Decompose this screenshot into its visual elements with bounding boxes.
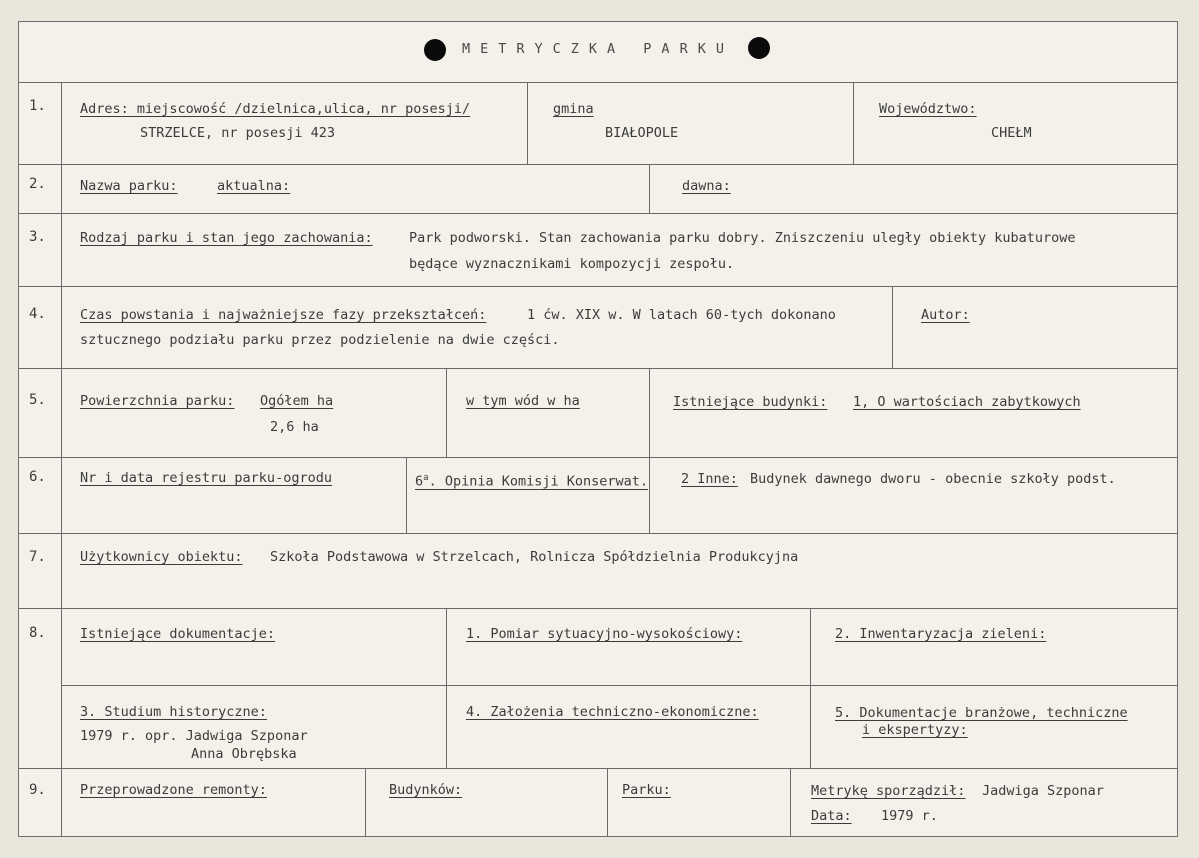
divider	[649, 368, 650, 533]
repairs-park-label: Parku:	[622, 782, 671, 798]
history-value-line1: 1 ćw. XIX w. W latach 60-tych dokonano	[527, 307, 836, 323]
conservation-opinion-label: 6$^a$. Opinia Komisji Konserwat.	[415, 473, 649, 490]
area-total-label: Ogółem ha	[260, 393, 334, 409]
date-value: 1979 r.	[881, 808, 938, 824]
park-type-value-line2: będące wyznacznikami kompozycji zespołu.	[409, 256, 735, 272]
doc-survey-label: 1. Pomiar sytuacyjno-wysokościowy:	[466, 626, 743, 642]
former-name-label: dawna:	[682, 178, 731, 194]
doc-technical-label: 4. Założenia techniczno-ekonomiczne:	[466, 704, 759, 720]
park-type-label: Rodzaj parku i stan jego zachowania:	[80, 230, 373, 246]
divider	[607, 768, 608, 837]
gmina-label: gmina	[553, 101, 594, 117]
register-label: Nr i data rejestru parku-ogrodu	[80, 470, 332, 486]
area-label: Powierzchnia parku:	[80, 393, 235, 409]
voivodeship-value: CHEŁM	[991, 125, 1032, 141]
divider	[446, 608, 447, 768]
doc-history-line1: 1979 r. opr. Jadwiga Szponar	[80, 728, 308, 744]
row-number: 1.	[29, 98, 46, 114]
prepared-by-value: Jadwiga Szponar	[982, 783, 1104, 799]
row-number: 4.	[29, 306, 46, 322]
park-record-card	[18, 21, 1178, 837]
other-value: Budynek dawnego dworu - obecnie szkoły podst.	[750, 471, 1116, 487]
row-number: 6.	[29, 469, 46, 485]
address-label: Adres: miejscowość /dzielnica,ulica, nr posesji/	[80, 101, 471, 117]
divider	[853, 82, 854, 164]
water-area-label: w tym wód w ha	[466, 393, 580, 409]
row-number: 2.	[29, 176, 46, 192]
repairs-buildings-label: Budynków:	[389, 782, 463, 798]
documentation-label: Istniejące dokumentacje:	[80, 626, 276, 642]
row-number: 3.	[29, 229, 46, 245]
divider	[19, 82, 1177, 83]
other-label: 2 Inne:	[681, 471, 738, 487]
buildings-label: Istniejące budynki:	[673, 394, 828, 410]
divider	[649, 164, 650, 213]
divider	[810, 608, 811, 768]
address-value: STRZELCE, nr posesji 423	[140, 125, 336, 141]
history-label: Czas powstania i najważniejsze fazy przekształceń:	[80, 307, 487, 323]
prepared-by-label: Metrykę sporządził:	[811, 783, 966, 799]
divider	[19, 368, 1177, 369]
row-number: 8.	[29, 625, 46, 641]
buildings-value: 1, O wartościach zabytkowych	[853, 394, 1081, 410]
author-label: Autor:	[921, 307, 970, 323]
divider	[19, 457, 1177, 458]
history-value-line2: sztucznego podziału parku przez podzielenie na dwie części.	[80, 332, 560, 348]
row-number: 9.	[29, 782, 46, 798]
park-type-value-line1: Park podworski. Stan zachowania parku dobry. Zniszczeniu uległy obiekty kubaturowe	[409, 230, 1076, 246]
page-title: METRYCZKA PARKU	[462, 41, 734, 57]
row-number: 5.	[29, 392, 46, 408]
divider	[527, 82, 528, 164]
doc-branch-label-line2: i ekspertyzy:	[862, 722, 968, 738]
date-label: Data:	[811, 808, 852, 824]
doc-history-line2: Anna Obrębska	[191, 746, 297, 762]
divider	[19, 213, 1177, 214]
voivodeship-label: Województwo:	[879, 101, 977, 117]
gmina-value: BIAŁOPOLE	[605, 125, 679, 141]
divider	[446, 368, 447, 457]
current-name-label: aktualna:	[217, 178, 291, 194]
divider	[19, 286, 1177, 287]
divider	[406, 457, 407, 533]
divider	[61, 82, 62, 837]
divider	[61, 685, 1177, 686]
park-name-label: Nazwa parku:	[80, 178, 178, 194]
divider	[365, 768, 366, 837]
divider	[19, 533, 1177, 534]
users-value: Szkoła Podstawowa w Strzelcach, Rolnicza Spółdzielnia Produkcyjna	[270, 549, 799, 565]
area-total-value: 2,6 ha	[270, 419, 319, 435]
doc-branch-label-line1: 5. Dokumentacje branżowe, techniczne	[835, 705, 1128, 721]
users-label: Użytkownicy obiektu:	[80, 549, 243, 565]
divider	[19, 608, 1177, 609]
repairs-label: Przeprowadzone remonty:	[80, 782, 267, 798]
doc-greenery-label: 2. Inwentaryzacja zieleni:	[835, 626, 1047, 642]
divider	[19, 164, 1177, 165]
row-number: 7.	[29, 549, 46, 565]
divider	[19, 768, 1177, 769]
divider	[892, 286, 893, 368]
doc-history-label: 3. Studium historyczne:	[80, 704, 267, 720]
divider	[790, 768, 791, 837]
